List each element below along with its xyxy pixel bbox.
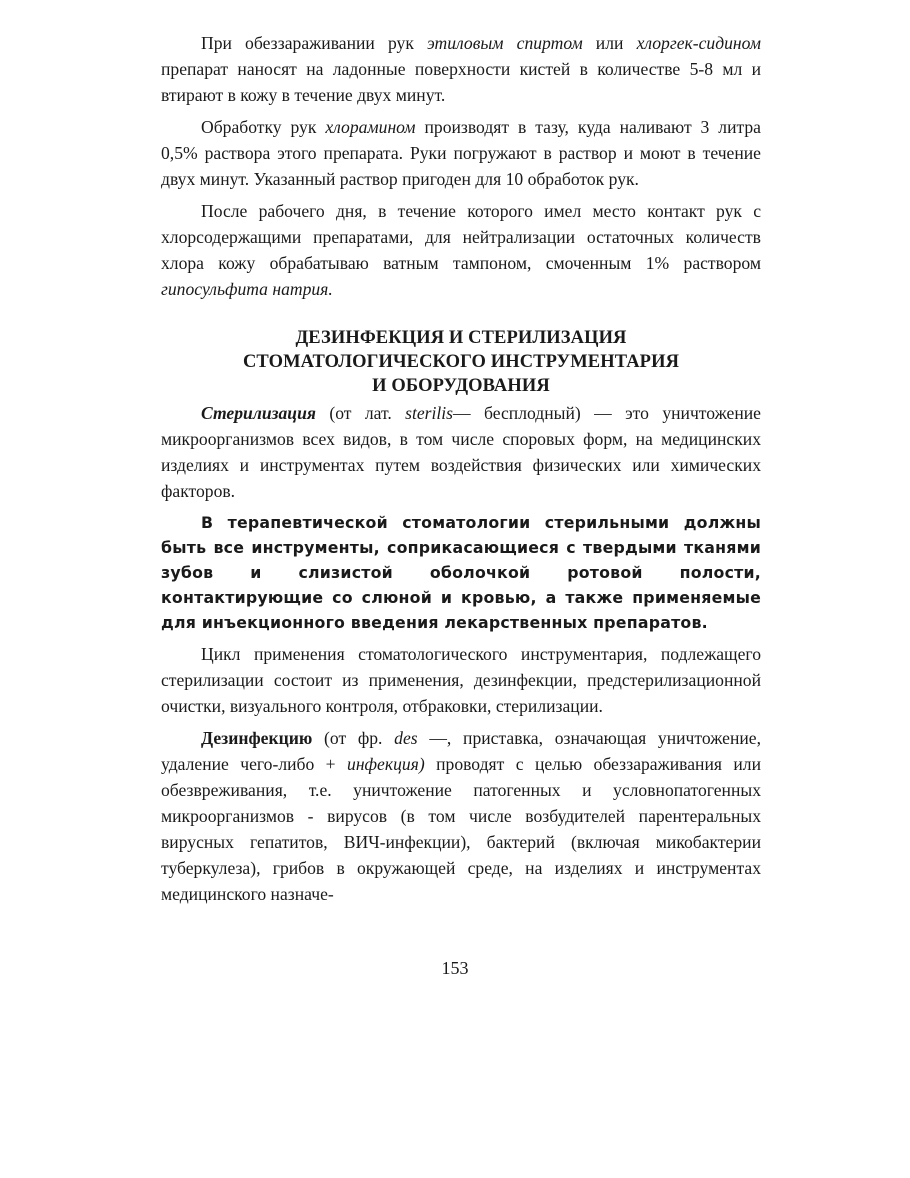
- text-span: (от фр.: [312, 728, 395, 748]
- text-span: При обеззараживании рук: [201, 33, 428, 53]
- text-span: Обработку рук: [201, 117, 326, 137]
- italic-term-chloramine: хлорамином: [325, 117, 416, 137]
- text-span: препарат наносят на ладонные поверхности кистей в количестве 5-8 мл и втирают в кожу в течение двух минут.: [161, 59, 761, 105]
- paragraph-hand-disinfection-chloramine: [161, 114, 761, 192]
- text-span: После рабочего дня, в течение которого имел место контакт рук с хлорсодержащими препаратами, для нейтрализации остаточных количеств хлора кожу обрабатываю ватным тампоном, смоченным 1% раствором: [161, 201, 761, 273]
- paragraph-sterile-instruments-rule: В терапевтической стоматологии стерильными должны быть все инструменты, соприкасающиеся с твердыми тканями зубов и слизистой оболочкой ротовой полости, контактирующие со слюной и кровью, а также применяемые для инъекционного введения лекарственных препаратов.: [161, 513, 761, 632]
- italic-term-infection: инфекция): [347, 754, 425, 774]
- heading-line-2: СТОМАТОЛОГИЧЕСКОГО ИНСТРУМЕНТАРИЯ: [242, 352, 680, 372]
- italic-term-sodium-thiosulfate: гипосульфита натрия.: [161, 279, 333, 299]
- italic-term-ethyl-alcohol: этиловым спиртом: [427, 33, 583, 53]
- paragraph-chlorine-neutralization: [161, 198, 761, 302]
- italic-french-prefix: des: [394, 728, 418, 748]
- paragraph-instrument-cycle: Цикл применения стоматологического инструментария, подлежащего стерилизации состоит из применения, дезинфекции, предстерилизационной очистки, визуального контроля, отбраковки, стерилизации.: [161, 644, 761, 716]
- text-span: (от лат.: [315, 403, 406, 423]
- italic-latin-word: sterilis: [405, 403, 454, 423]
- text-span: или: [582, 33, 637, 53]
- italic-term-chlorhexidine: хлоргек-сидином: [636, 33, 761, 53]
- term-disinfection: Дезинфекцию: [201, 728, 313, 748]
- section-heading: [161, 326, 761, 398]
- paragraph-disinfection-definition: [161, 725, 761, 907]
- term-sterilization: Стерилизация: [201, 403, 316, 423]
- page-number: 153: [441, 958, 469, 978]
- text-span: —, приставка, означающая уничтожение, удаление чего-либо +: [161, 728, 761, 774]
- text-span: проводят с целью обеззараживания или обезвреживания, т.е. уничтожение патогенных и условнопатогенных микроорганизмов - вирусов (в том числе возбудителей парентеральных вирусных гепатитов, ВИЧ-инфекции), бактерий (включая микобактерии туберкулеза), грибов в окружающей среде, на изделиях и инструментах медицинского назначе-: [161, 754, 762, 904]
- text-span: производят в тазу, куда наливают 3 литра 0,5% раствора этого препарата. Руки погружают в раствор и моют в течение двух минут. Указанный раствор пригоден для 10 обработок рук.: [161, 117, 761, 189]
- heading-line-1: ДЕЗИНФЕКЦИЯ И СТЕРИЛИЗАЦИЯ: [295, 328, 627, 348]
- heading-line-3: И ОБОРУДОВАНИЯ: [372, 376, 550, 396]
- text-span: — бесплодный) — это уничтожение микроорганизмов всех видов, в том числе споровых форм, на медицинских изделиях и инструментах путем воздействия физических или химических факторов.: [161, 403, 761, 501]
- paragraph-hand-disinfection-alcohol: [161, 30, 761, 108]
- paragraph-sterilization-definition: [161, 400, 761, 504]
